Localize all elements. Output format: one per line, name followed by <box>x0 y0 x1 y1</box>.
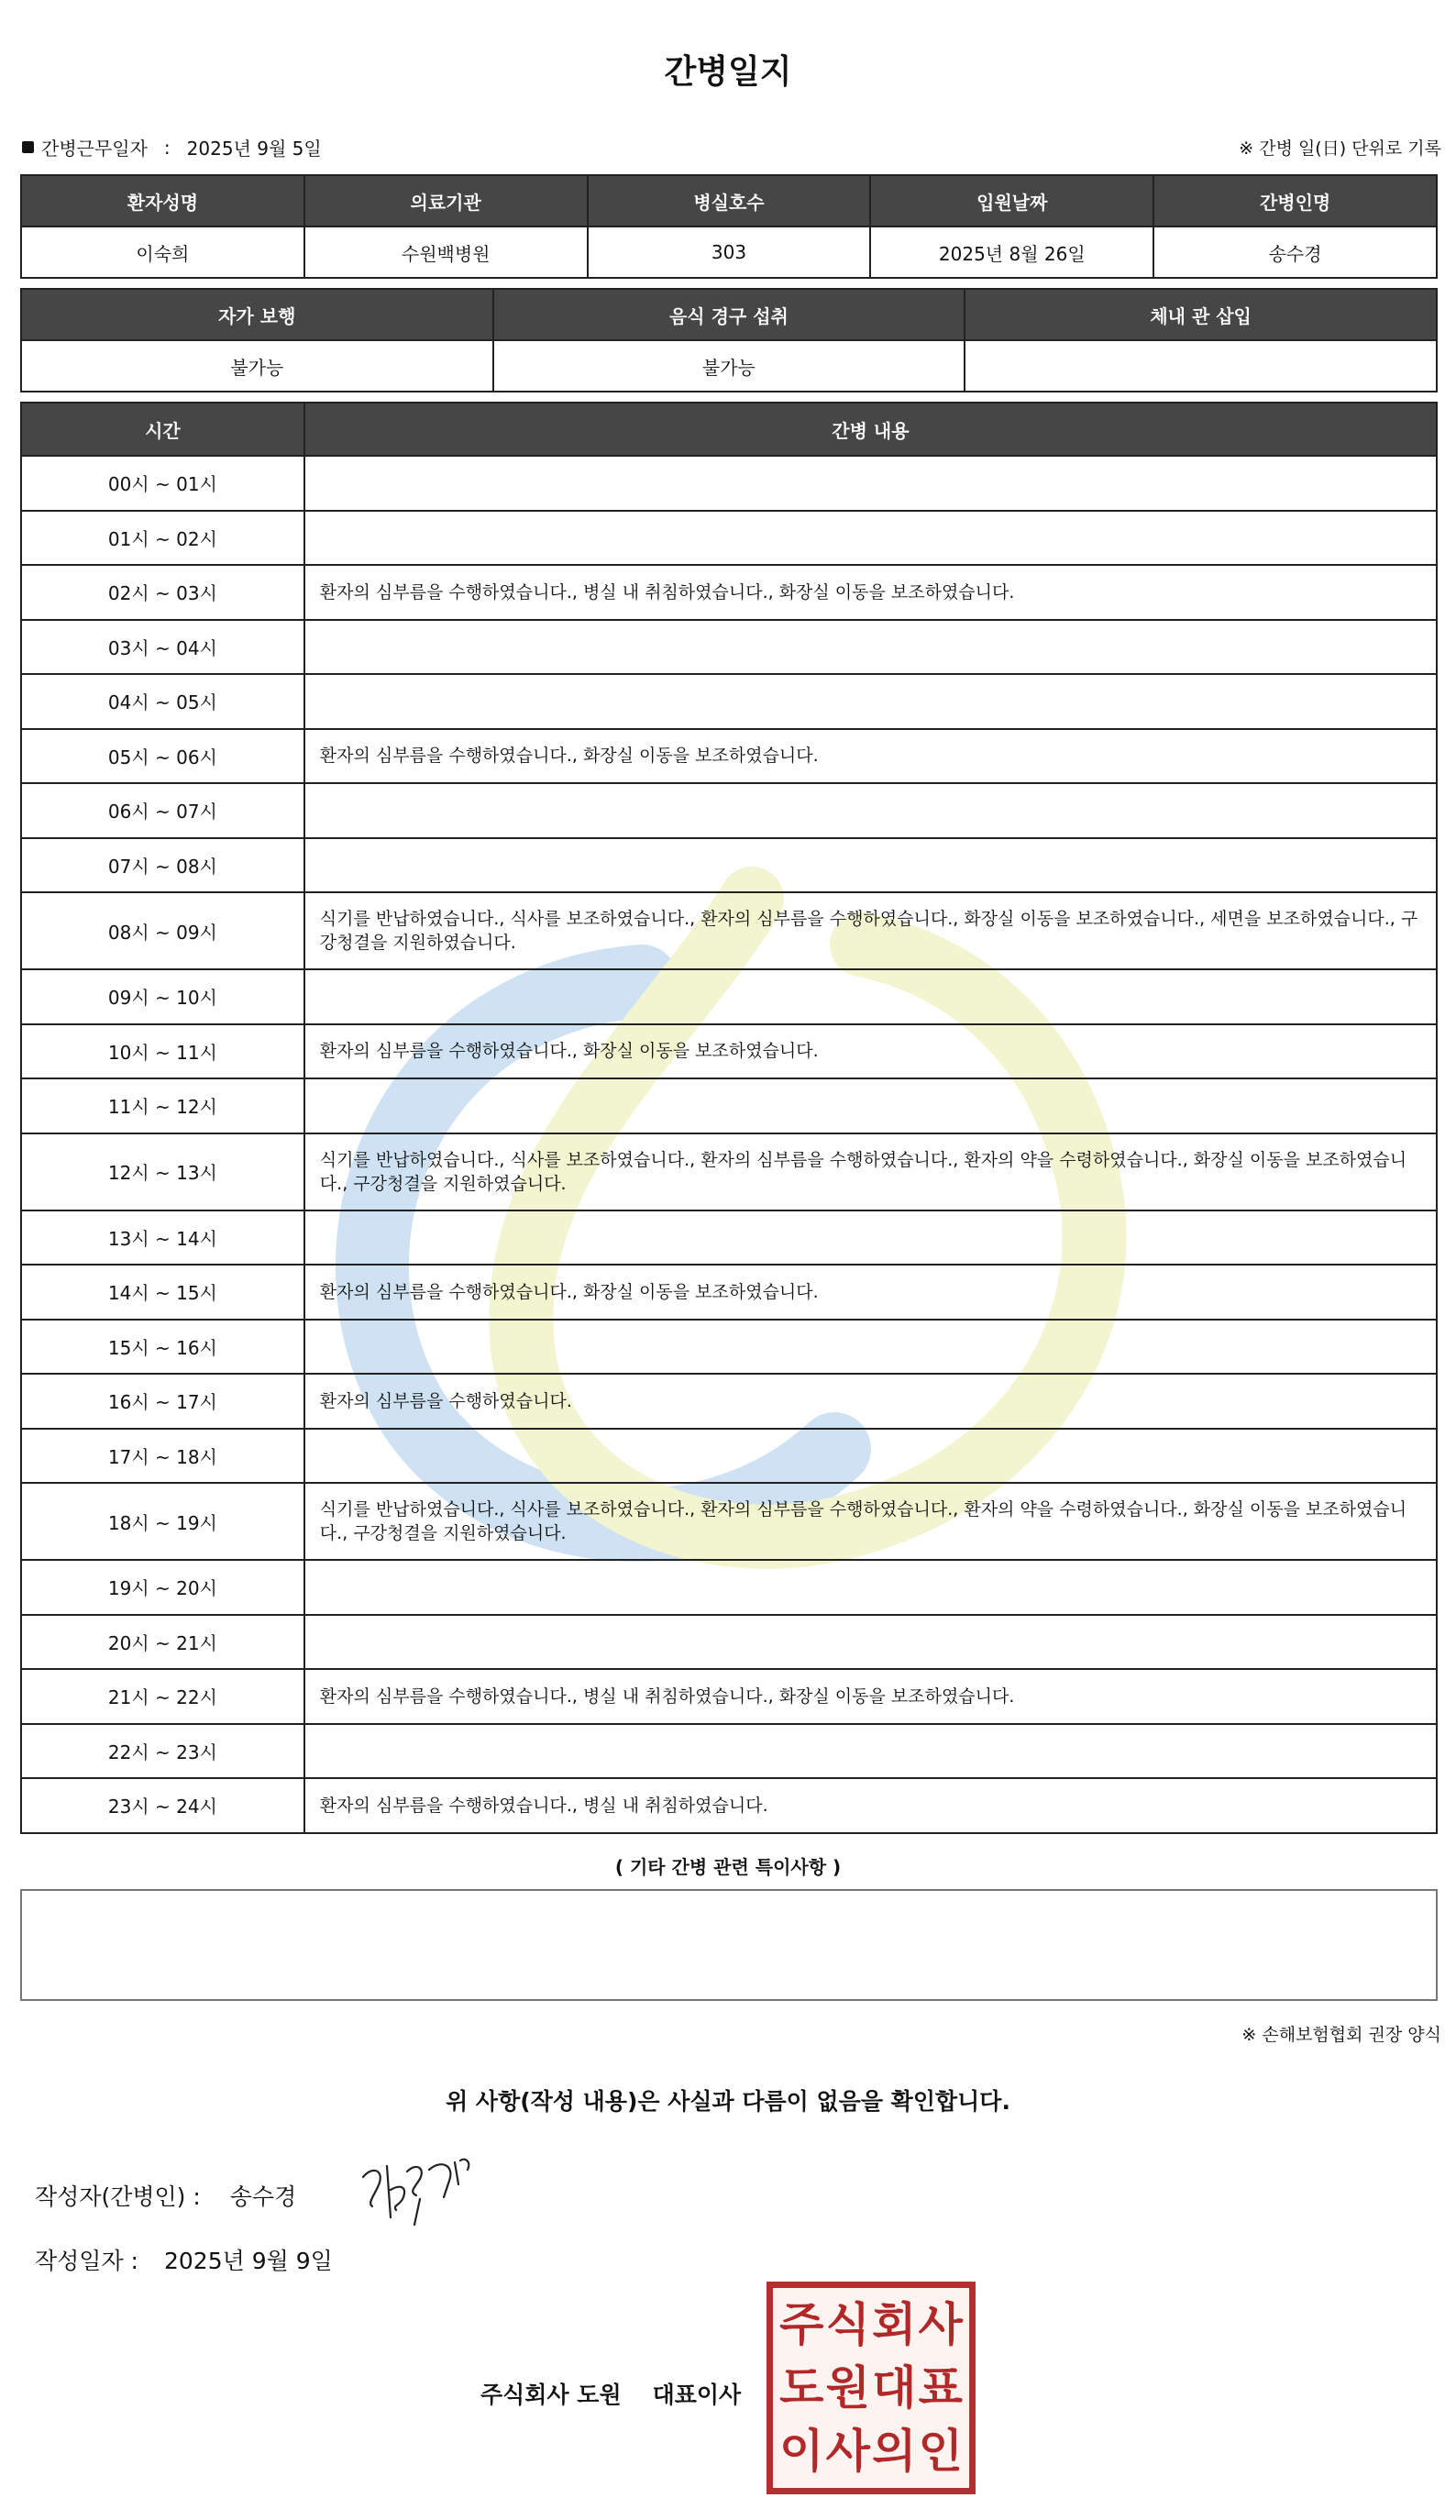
representative-title: 대표이사 <box>652 2382 742 2408</box>
care-content <box>304 1078 1437 1133</box>
care-content: 환자의 심부름을 수행하였습니다., 화장실 이동을 보조하였습니다. <box>304 1024 1437 1079</box>
hospital-name: 수원백병원 <box>304 227 588 278</box>
care-content <box>304 456 1437 511</box>
care-content <box>304 620 1437 675</box>
time-slot: 09시 ~ 10시 <box>21 969 304 1024</box>
table-row <box>21 1265 1437 1320</box>
table-row <box>21 838 1437 893</box>
care-content <box>304 783 1437 838</box>
care-content <box>304 1210 1437 1266</box>
time-slot: 18시 ~ 19시 <box>21 1483 304 1560</box>
care-content: 식기를 반납하였습니다., 식사를 보조하였습니다., 환자의 심부름을 수행하였습니다., 환자의 약을 수령하였습니다., 화장실 이동을 보조하였습니다., 구강청결을 지원하였습니다. <box>304 1133 1437 1210</box>
seal-character: 의 <box>872 2424 917 2478</box>
table-row <box>21 1320 1437 1375</box>
time-slot: 02시 ~ 03시 <box>21 565 304 620</box>
tube-insertion-value <box>965 340 1437 392</box>
table-row <box>21 1560 1437 1615</box>
work-date-separator: : <box>163 136 171 159</box>
time-slot: 19시 ~ 20시 <box>21 1560 304 1615</box>
time-slot: 01시 ~ 02시 <box>21 511 304 566</box>
written-date-line <box>35 2243 333 2276</box>
seal-character: 주 <box>779 2298 824 2352</box>
table-row <box>21 1778 1437 1833</box>
header-time: 시간 <box>21 403 304 456</box>
patient-status-table <box>20 288 1438 392</box>
header-oral-intake: 음식 경구 섭취 <box>493 289 965 340</box>
time-slot: 11시 ~ 12시 <box>21 1078 304 1133</box>
header-self-walking: 자가 보행 <box>21 289 493 340</box>
header-room: 병실호수 <box>588 175 871 227</box>
time-slot: 20시 ~ 21시 <box>21 1615 304 1670</box>
document-title: 간병일지 <box>664 53 792 91</box>
header-patient-name: 환자성명 <box>21 175 304 227</box>
table-row <box>21 511 1437 566</box>
table-row <box>21 1724 1437 1779</box>
record-unit-note: ※ 간병 일(日) 단위로 기록 <box>1239 138 1441 159</box>
header-care-content: 간병 내용 <box>304 403 1437 456</box>
time-slot: 12시 ~ 13시 <box>21 1133 304 1210</box>
header-caregiver: 간병인명 <box>1153 175 1437 227</box>
written-date-value: 2025년 9월 9일 <box>163 2248 333 2274</box>
time-slot: 17시 ~ 18시 <box>21 1429 304 1484</box>
time-slot: 13시 ~ 14시 <box>21 1210 304 1266</box>
special-notes-box <box>20 1889 1438 2001</box>
signature-image <box>359 2153 497 2227</box>
table-row <box>21 1210 1437 1266</box>
time-slot: 15시 ~ 16시 <box>21 1320 304 1375</box>
table-row <box>21 565 1437 620</box>
patient-info-table <box>20 174 1438 279</box>
seal-character: 식 <box>825 2298 870 2352</box>
writer-line <box>35 2179 296 2212</box>
seal-character: 인 <box>918 2424 963 2478</box>
table-row <box>21 729 1437 784</box>
caregiver-name: 송수경 <box>1153 227 1437 278</box>
table-row <box>21 969 1437 1024</box>
table-row <box>21 1078 1437 1133</box>
care-content: 환자의 심부름을 수행하였습니다., 화장실 이동을 보조하였습니다. <box>304 1265 1437 1320</box>
table-row <box>21 674 1437 729</box>
care-content: 식기를 반납하였습니다., 식사를 보조하였습니다., 환자의 심부름을 수행하였습니다., 화장실 이동을 보조하였습니다., 세면을 보조하였습니다., 구강청결을 지원하였습니다. <box>304 892 1437 969</box>
header-hospital: 의료기관 <box>304 175 588 227</box>
oral-intake-value: 불가능 <box>493 340 965 392</box>
time-slot: 14시 ~ 15시 <box>21 1265 304 1320</box>
care-content <box>304 1724 1437 1779</box>
room-number: 303 <box>588 227 871 278</box>
time-slot: 21시 ~ 22시 <box>21 1669 304 1724</box>
writer-name: 송수경 <box>229 2183 297 2210</box>
table-row <box>21 1669 1437 1724</box>
care-log-table <box>20 402 1438 1834</box>
care-content: 환자의 심부름을 수행하였습니다. <box>304 1374 1437 1429</box>
seal-character: 사 <box>825 2424 870 2478</box>
seal-character: 원 <box>825 2360 870 2415</box>
table-row <box>21 456 1437 511</box>
time-slot: 07시 ~ 08시 <box>21 838 304 893</box>
time-slot: 22시 ~ 23시 <box>21 1724 304 1779</box>
header-admission-date: 입원날짜 <box>870 175 1153 227</box>
care-content: 식기를 반납하였습니다., 식사를 보조하였습니다., 환자의 심부름을 수행하였습니다., 환자의 약을 수령하였습니다., 화장실 이동을 보조하였습니다., 구강청결을 지원하였습니다. <box>304 1483 1437 1560</box>
time-slot: 06시 ~ 07시 <box>21 783 304 838</box>
table-row <box>21 1429 1437 1484</box>
table-row <box>21 892 1437 969</box>
table-row <box>21 783 1437 838</box>
seal-character: 표 <box>918 2360 963 2415</box>
seal-character: 대 <box>872 2360 917 2415</box>
company-seal-stamp <box>767 2282 976 2494</box>
patient-name: 이숙희 <box>21 227 304 278</box>
care-content <box>304 511 1437 566</box>
notes-title: ( 기타 간병 관련 특이사항 ) <box>614 1856 842 1878</box>
care-content <box>304 674 1437 729</box>
time-slot: 00시 ~ 01시 <box>21 456 304 511</box>
confirmation-statement: 위 사항(작성 내용)은 사실과 다름이 없음을 확인합니다. <box>446 2088 1010 2115</box>
self-walking-value: 불가능 <box>21 340 493 392</box>
care-content: 환자의 심부름을 수행하였습니다., 병실 내 취침하였습니다. <box>304 1778 1437 1833</box>
care-content: 환자의 심부름을 수행하였습니다., 병실 내 취침하였습니다., 화장실 이동을 보조하였습니다. <box>304 565 1437 620</box>
work-date-label: 간병근무일자 <box>41 138 148 160</box>
table-row <box>21 1615 1437 1670</box>
written-date-label: 작성일자 : <box>35 2248 138 2274</box>
time-slot: 04시 ~ 05시 <box>21 674 304 729</box>
company-name: 주식회사 도원 <box>480 2382 622 2408</box>
table-row <box>21 1374 1437 1429</box>
table-row <box>21 1133 1437 1210</box>
seal-character: 이 <box>779 2424 824 2478</box>
time-slot: 05시 ~ 06시 <box>21 729 304 784</box>
care-content <box>304 1615 1437 1670</box>
admission-date: 2025년 8월 26일 <box>870 227 1153 278</box>
table-row <box>21 1024 1437 1079</box>
company-line <box>480 2377 741 2410</box>
seal-character: 도 <box>779 2360 824 2415</box>
seal-character: 사 <box>918 2298 963 2352</box>
header-tube-insertion: 체내 관 삽입 <box>965 289 1437 340</box>
work-date <box>22 134 322 160</box>
work-date-value: 2025년 9월 5일 <box>186 138 322 160</box>
table-row <box>21 620 1437 675</box>
table-row <box>21 1483 1437 1560</box>
care-content <box>304 838 1437 893</box>
time-slot: 16시 ~ 17시 <box>21 1374 304 1429</box>
care-content <box>304 1320 1437 1375</box>
time-slot: 08시 ~ 09시 <box>21 892 304 969</box>
time-slot: 03시 ~ 04시 <box>21 620 304 675</box>
bullet-icon <box>22 141 34 153</box>
time-slot: 10시 ~ 11시 <box>21 1024 304 1079</box>
care-content <box>304 1560 1437 1615</box>
care-content <box>304 1429 1437 1484</box>
form-source-note: ※ 손해보험협회 권장 양식 <box>1241 2025 1441 2045</box>
care-content: 환자의 심부름을 수행하였습니다., 화장실 이동을 보조하였습니다. <box>304 729 1437 784</box>
care-content: 환자의 심부름을 수행하였습니다., 병실 내 취침하였습니다., 화장실 이동을 보조하였습니다. <box>304 1669 1437 1724</box>
writer-label: 작성자(간병인) : <box>35 2183 201 2210</box>
time-slot: 23시 ~ 24시 <box>21 1778 304 1833</box>
care-content <box>304 969 1437 1024</box>
seal-character: 회 <box>872 2298 917 2352</box>
